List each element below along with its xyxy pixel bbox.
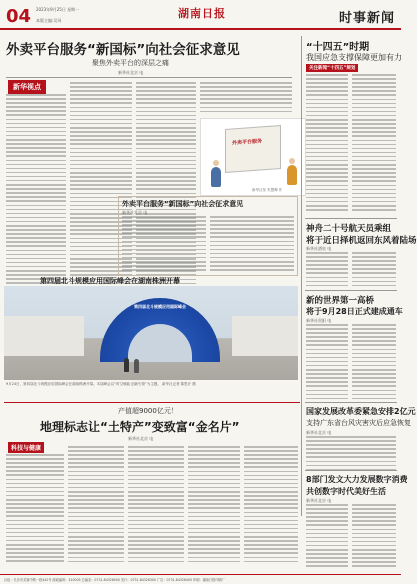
- shenzhou-headline: 神舟二十号航天员乘组: [306, 224, 392, 234]
- photo-arch: [100, 298, 220, 362]
- shenzhou-byline: 新华社酒泉 电: [306, 246, 332, 251]
- photo-caption: 9月24日，第四届北斗规模应用国际峰会在湖南株洲开幕。本届峰会以“时空赋能 创新引领”为主题。 新华社记者 陈思汗 摄: [6, 382, 196, 386]
- issue-date: 2023年9月25日 星期一: [36, 7, 80, 12]
- illustration-text: 外卖平台服务: [232, 138, 263, 147]
- bottom-badge: 科技与健康: [8, 442, 44, 453]
- paper-logo: 湖南日报: [178, 7, 226, 20]
- page-footer: 社址：长沙市芙蓉中路一段442号 邮政编码：410005 总编室：0731-84326000 发行：0731-84326300 广告：0731-84326400 印刷：湖南日报印刷厂: [0, 574, 401, 584]
- bottom-body-col-3: [128, 446, 184, 565]
- shenzhou-subheadline: 将于近日择机返回东风着陆场: [306, 236, 417, 246]
- bottom-body-col-2: [68, 446, 124, 565]
- funds-headline: 国家发展改革委紧急安排2亿元: [306, 407, 416, 416]
- lead-headline: 外卖平台服务“新国标”向社会征求意见: [6, 42, 240, 58]
- consumption-byline: 新华社北京 电: [306, 498, 332, 503]
- photo-arch-label: 第四届北斗规模应用国际峰会: [134, 304, 186, 309]
- consumption-body-1: [306, 504, 348, 570]
- lead-divider: [6, 77, 292, 78]
- illustration-caption: 新华社发 朱慧卿 作: [252, 188, 283, 192]
- photo-headline: 第四届北斗规模应用国际峰会在湖南株洲开幕: [40, 277, 180, 285]
- photo-arch-opening: [128, 324, 192, 362]
- lead-body-col-4: [200, 82, 292, 115]
- right-divider-1: [305, 218, 397, 219]
- consumption-body-2: [352, 504, 396, 570]
- illustration-book: [225, 125, 281, 173]
- photo-person-1: [124, 358, 129, 372]
- funds-byline: 新华社北京 电: [306, 430, 332, 435]
- right-divider-2: [305, 290, 397, 291]
- right-top-body-1: [306, 74, 348, 213]
- bridge-body-1: [306, 324, 348, 402]
- bottom-headline: 地理标志让“土特产”变致富“金名片”: [40, 420, 240, 434]
- shenzhou-body-2: [352, 252, 396, 289]
- pull-quote-title: 外卖平台服务“新国标”向社会征求意见: [122, 200, 244, 208]
- bridge-byline: 新华社贵阳 电: [306, 318, 332, 323]
- right-top-badge: 关注新闻“十四五”规划: [306, 64, 358, 72]
- illustration-person-1: [211, 167, 221, 187]
- shenzhou-body-1: [306, 252, 348, 289]
- lead-byline: 新华社北京 电: [118, 70, 144, 75]
- bottom-body-col-1: [6, 454, 64, 565]
- photo-building-left: [4, 316, 84, 356]
- lead-badge: 新华视点: [8, 80, 46, 94]
- bottom-kicker: 产值超9000亿元！: [118, 407, 178, 415]
- right-top-subheadline: 我国应急支撑保障更加有力: [306, 53, 402, 62]
- right-divider-3: [305, 402, 397, 403]
- pull-quote-body-2: [210, 216, 294, 273]
- lead-body-col-1: [6, 94, 66, 291]
- right-top-body-2: [352, 74, 396, 213]
- column-separator: [301, 36, 302, 516]
- pull-quote-body-1: [122, 216, 206, 273]
- funds-subheadline: 支持广东省台风灾害灾后应急恢复: [306, 419, 411, 427]
- pull-quote-byline: 新华社北京 电: [122, 210, 148, 215]
- issue-editor: 本版主编:吴珂: [36, 18, 62, 23]
- bridge-headline: 新的世界第一高桥: [306, 296, 375, 306]
- bottom-divider: [4, 402, 300, 403]
- bridge-body-2: [352, 324, 396, 402]
- bottom-byline: 新华社北京 电: [128, 436, 154, 441]
- consumption-subheadline: 共创数字时代美好生活: [306, 487, 386, 496]
- lead-subheadline: 聚焦外卖平台的深层之痛: [92, 59, 169, 67]
- photo-building-right: [232, 316, 298, 356]
- right-top-headline: “十四五”时期: [306, 42, 370, 53]
- illustration-person-2: [287, 165, 297, 185]
- bridge-subheadline: 将于9月28日正式建成通车: [306, 307, 403, 316]
- summit-photo: [4, 286, 298, 380]
- cartoon-illustration: [200, 118, 306, 196]
- bottom-body-col-5: [244, 446, 298, 565]
- consumption-headline: 8部门发文大力发展数字消费: [306, 475, 408, 484]
- section-title: 时事新闻: [338, 11, 395, 26]
- bottom-body-col-4: [188, 446, 240, 565]
- right-divider-4: [305, 470, 397, 471]
- masthead: [0, 0, 401, 30]
- photo-person-2: [134, 359, 139, 373]
- funds-body: [306, 436, 396, 473]
- page-number: 04: [6, 6, 32, 27]
